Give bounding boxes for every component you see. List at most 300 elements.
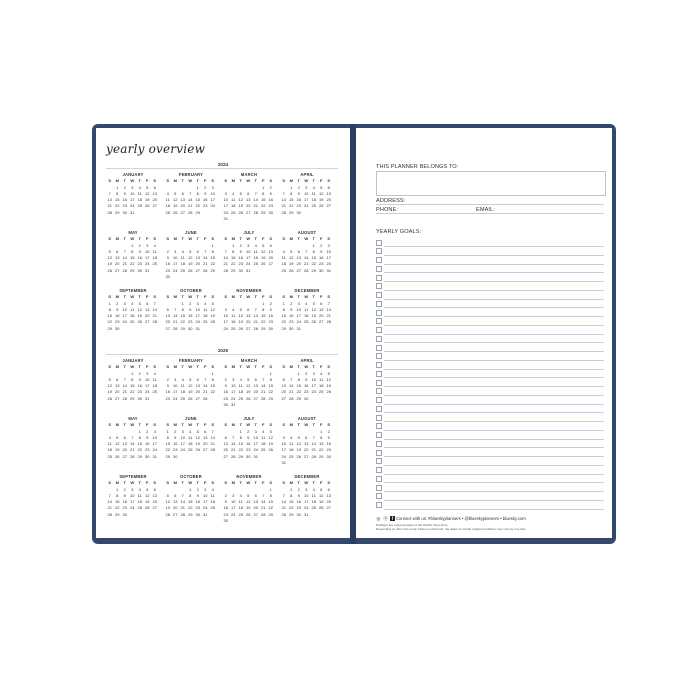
right-page-owner-info: [356, 128, 612, 538]
day-number: 5: [320, 486, 323, 492]
goal-checkbox[interactable]: [376, 318, 382, 324]
goal-row[interactable]: [376, 501, 604, 510]
day-number: [136, 210, 144, 216]
day-number: 13: [253, 499, 258, 505]
day-number: [172, 274, 180, 280]
goal-row[interactable]: [376, 343, 604, 352]
day-number: 16: [165, 261, 170, 267]
day-number: 20: [296, 261, 301, 267]
day-number: 22: [296, 389, 301, 395]
weekday-letter: T: [181, 422, 184, 428]
day-number: 15: [165, 441, 170, 447]
goal-row[interactable]: [376, 282, 604, 291]
day-number: 5: [327, 370, 330, 376]
day-number: 30: [223, 402, 228, 408]
day-number: 8: [131, 248, 134, 254]
day-number: 18: [152, 383, 157, 389]
day-number: 26: [107, 395, 112, 401]
weekday-letter: T: [239, 294, 242, 300]
day-number: 12: [195, 434, 200, 440]
goal-row[interactable]: [376, 448, 604, 457]
goal-row[interactable]: [376, 396, 604, 405]
day-number: 6: [153, 184, 156, 190]
weekday-letter: T: [312, 294, 315, 300]
day-number: 30: [137, 267, 142, 273]
weekday-letter: M: [289, 422, 293, 428]
day-number: 8: [262, 306, 265, 312]
day-number: 28: [130, 453, 135, 459]
year-divider: [106, 354, 338, 355]
day-number: 18: [180, 261, 185, 267]
day-number: 8: [269, 492, 272, 498]
day-number: 10: [253, 434, 258, 440]
goal-checkbox[interactable]: [376, 353, 382, 359]
day-number: [209, 326, 217, 332]
day-number: 3: [146, 370, 149, 376]
month-calendar: [280, 416, 334, 466]
day-number: 7: [153, 300, 156, 306]
day-number: 6: [153, 486, 156, 492]
day-number: 27: [152, 505, 157, 511]
day-number: 11: [210, 492, 215, 498]
day-number: [295, 460, 303, 466]
goal-row[interactable]: [376, 378, 604, 387]
weekday-letter: S: [282, 422, 286, 428]
weekday-letter: M: [115, 364, 119, 370]
day-number: 27: [281, 395, 286, 401]
weekday-letter: W: [246, 480, 251, 486]
weekday-letter: W: [130, 422, 135, 428]
goal-row[interactable]: [376, 474, 604, 483]
weekday-letter: W: [304, 480, 309, 486]
month-name: MAY: [128, 416, 138, 421]
goal-checkbox[interactable]: [376, 327, 382, 333]
goal-checkbox[interactable]: [376, 432, 382, 438]
goal-row[interactable]: [376, 361, 604, 370]
weekday-letter: S: [327, 178, 331, 184]
day-number: 16: [203, 197, 208, 203]
weekday-letter: T: [138, 480, 141, 486]
weekday-letter: T: [196, 178, 199, 184]
goal-checkbox[interactable]: [376, 441, 382, 447]
day-number: 15: [130, 383, 135, 389]
day-number: [260, 268, 268, 274]
goal-checkbox[interactable]: [376, 406, 382, 412]
goal-checkbox[interactable]: [376, 493, 382, 499]
goal-row[interactable]: [376, 256, 604, 265]
month-calendar: [106, 172, 160, 216]
day-number: 3: [232, 492, 235, 498]
goal-checkbox[interactable]: [376, 345, 382, 351]
weekday-letter: S: [269, 178, 273, 184]
day-number: [325, 210, 333, 216]
day-number: 22: [188, 505, 193, 511]
goal-checkbox[interactable]: [376, 336, 382, 342]
day-number: 12: [289, 255, 294, 261]
weekday-letter: T: [254, 422, 257, 428]
goal-row[interactable]: [376, 238, 604, 247]
yearly-goals-label: YEARLY GOALS:: [376, 229, 422, 235]
weekday-letter: M: [115, 236, 119, 242]
weekday-letter: S: [211, 236, 215, 242]
day-number: 17: [231, 389, 236, 395]
day-number: 4: [239, 492, 242, 498]
day-number: 20: [115, 389, 120, 395]
day-number: 19: [188, 389, 193, 395]
weekday-letter: S: [327, 480, 331, 486]
day-number: 28: [152, 319, 157, 325]
weekday-letter: T: [138, 178, 141, 184]
day-number: 7: [312, 434, 315, 440]
weekday-letter: T: [196, 294, 199, 300]
day-number: 27: [223, 453, 228, 459]
day-number: [260, 216, 268, 222]
day-number: 1: [320, 428, 323, 434]
day-number: 3: [327, 242, 330, 248]
week-row: [222, 518, 276, 524]
goal-checkbox[interactable]: [376, 283, 382, 289]
day-number: 1: [131, 370, 134, 376]
day-number: 17: [281, 447, 286, 453]
weekday-letter: T: [297, 422, 300, 428]
day-number: 3: [146, 242, 149, 248]
day-number: 22: [210, 389, 215, 395]
day-number: 2: [123, 486, 126, 492]
goal-checkbox[interactable]: [376, 362, 382, 368]
weekday-letter: F: [146, 364, 149, 370]
day-number: 28: [261, 511, 266, 517]
month-name: FEBRUARY: [178, 358, 204, 363]
day-number: 5: [211, 300, 214, 306]
day-number: 8: [196, 190, 199, 196]
goal-checkbox[interactable]: [376, 380, 382, 386]
day-number: 13: [152, 190, 157, 196]
day-number: 26: [188, 395, 193, 401]
weekday-letter: F: [262, 364, 265, 370]
goal-row[interactable]: [376, 291, 604, 300]
day-number: 16: [223, 389, 228, 395]
goal-row[interactable]: [376, 317, 604, 326]
goal-row[interactable]: [376, 264, 604, 273]
phone-email-line[interactable]: [376, 213, 604, 214]
day-number: 12: [311, 306, 316, 312]
day-number: 18: [188, 441, 193, 447]
day-number: [237, 518, 245, 524]
day-number: 10: [296, 306, 301, 312]
day-number: 9: [269, 190, 272, 196]
day-number: 15: [319, 441, 324, 447]
day-number: 23: [173, 447, 178, 453]
day-number: 3: [224, 190, 227, 196]
goal-row[interactable]: [376, 413, 604, 422]
day-number: 5: [146, 486, 149, 492]
day-number: 4: [138, 184, 141, 190]
day-number: 29: [289, 511, 294, 517]
goal-checkbox[interactable]: [376, 423, 382, 429]
week-row: [280, 268, 334, 274]
day-number: 7: [174, 306, 177, 312]
day-number: 1: [269, 486, 272, 492]
day-number: 14: [326, 306, 331, 312]
week-row: [222, 402, 276, 408]
day-number: 28: [122, 267, 127, 273]
day-number: 12: [268, 434, 273, 440]
goal-line[interactable]: [384, 509, 604, 510]
day-number: 1: [116, 184, 119, 190]
day-number: 10: [130, 492, 135, 498]
owner-name-field[interactable]: [376, 171, 606, 196]
day-number: 12: [188, 255, 193, 261]
day-number: 26: [137, 319, 142, 325]
day-number: 30: [223, 518, 228, 524]
day-number: 9: [305, 376, 308, 382]
day-number: 13: [152, 492, 157, 498]
day-number: 1: [181, 300, 184, 306]
day-number: 24: [145, 389, 150, 395]
goal-checkbox[interactable]: [376, 415, 382, 421]
goal-row[interactable]: [376, 404, 604, 413]
week-row: [164, 210, 218, 216]
goal-checkbox[interactable]: [376, 371, 382, 377]
weekday-letter: M: [231, 364, 235, 370]
day-number: 4: [138, 486, 141, 492]
goal-row[interactable]: [376, 299, 604, 308]
day-number: 18: [165, 203, 170, 209]
day-number: 14: [203, 255, 208, 261]
day-number: 13: [326, 190, 331, 196]
goal-checkbox[interactable]: [376, 450, 382, 456]
day-number: 27: [246, 325, 251, 331]
weekday-letter: W: [246, 364, 251, 370]
weekday-letter: S: [108, 480, 112, 486]
weekday-letter: F: [146, 178, 149, 184]
weekday-letter: W: [188, 422, 193, 428]
weekday-letter: F: [320, 178, 323, 184]
day-number: 15: [268, 383, 273, 389]
month-calendar: [222, 230, 276, 274]
weekday-letter: S: [166, 236, 170, 242]
day-number: 10: [152, 434, 157, 440]
day-number: 4: [232, 306, 235, 312]
day-number: 16: [296, 499, 301, 505]
day-number: [187, 274, 195, 280]
year-divider: [106, 168, 338, 169]
goal-checkbox[interactable]: [376, 388, 382, 394]
day-number: 30: [188, 325, 193, 331]
day-number: 21: [130, 447, 135, 453]
goal-row[interactable]: [376, 457, 604, 466]
day-number: 28: [326, 319, 331, 325]
day-number: 27: [180, 209, 185, 215]
day-number: 9: [239, 248, 242, 254]
day-number: 10: [231, 383, 236, 389]
goal-checkbox[interactable]: [376, 301, 382, 307]
goal-checkbox[interactable]: [376, 502, 382, 508]
weekday-letter: M: [173, 236, 177, 242]
day-number: 21: [281, 203, 286, 209]
day-number: 24: [173, 395, 178, 401]
goal-row[interactable]: [376, 334, 604, 343]
day-number: 30: [289, 325, 294, 331]
goal-row[interactable]: [376, 466, 604, 475]
day-number: 29: [107, 325, 112, 331]
goal-checkbox[interactable]: [376, 275, 382, 281]
month-calendar: [280, 358, 334, 402]
weekday-letter: F: [146, 422, 149, 428]
day-number: 16: [195, 499, 200, 505]
day-number: [194, 274, 202, 280]
day-number: 13: [180, 197, 185, 203]
day-number: 19: [145, 499, 150, 505]
day-number: 8: [116, 492, 119, 498]
day-number: 31: [145, 395, 150, 401]
weekday-letter: S: [269, 294, 273, 300]
week-row: [106, 512, 160, 518]
day-number: 7: [131, 434, 134, 440]
day-number: [318, 512, 326, 518]
weekday-letter: M: [289, 294, 293, 300]
day-number: 22: [289, 203, 294, 209]
day-number: 15: [137, 441, 142, 447]
month-name: OCTOBER: [180, 288, 202, 293]
goal-row[interactable]: [376, 439, 604, 448]
weekday-letter: T: [254, 480, 257, 486]
day-number: 17: [130, 499, 135, 505]
day-number: 6: [282, 376, 285, 382]
day-number: 25: [165, 209, 170, 215]
day-number: 2: [138, 370, 141, 376]
goal-row[interactable]: [376, 387, 604, 396]
day-number: 7: [224, 248, 227, 254]
day-number: 29: [281, 325, 286, 331]
day-number: 28: [304, 267, 309, 273]
day-number: 3: [153, 428, 156, 434]
weekday-letter: T: [239, 178, 242, 184]
day-number: 11: [203, 306, 208, 312]
address-line[interactable]: [376, 204, 604, 205]
day-number: 27: [173, 511, 178, 517]
day-number: [318, 326, 326, 332]
goal-checkbox[interactable]: [376, 397, 382, 403]
goal-row[interactable]: [376, 492, 604, 501]
day-number: 16: [223, 505, 228, 511]
month-calendar: [222, 288, 276, 332]
day-number: 19: [165, 505, 170, 511]
day-number: 29: [261, 325, 266, 331]
goal-checkbox[interactable]: [376, 240, 382, 246]
goal-row[interactable]: [376, 483, 604, 492]
day-number: 31: [145, 267, 150, 273]
goal-checkbox[interactable]: [376, 292, 382, 298]
goal-row[interactable]: [376, 369, 604, 378]
goal-row[interactable]: [376, 422, 604, 431]
day-number: 14: [261, 383, 266, 389]
weekday-letter: W: [130, 480, 135, 486]
goal-checkbox[interactable]: [376, 248, 382, 254]
goal-row[interactable]: [376, 326, 604, 335]
day-number: 10: [145, 248, 150, 254]
day-number: 26: [188, 267, 193, 273]
weekday-letter: W: [246, 178, 251, 184]
month-name: DECEMBER: [294, 474, 320, 479]
day-number: 27: [165, 325, 170, 331]
weekday-letter: F: [320, 236, 323, 242]
goal-row[interactable]: [376, 273, 604, 282]
day-number: 8: [116, 190, 119, 196]
day-number: 16: [304, 383, 309, 389]
month-calendar: [280, 230, 334, 274]
day-number: 14: [261, 499, 266, 505]
day-number: 5: [320, 184, 323, 190]
day-number: [230, 518, 238, 524]
day-number: [252, 268, 260, 274]
day-number: 19: [107, 389, 112, 395]
weekday-letter: T: [254, 364, 257, 370]
day-number: 28: [289, 395, 294, 401]
day-number: 13: [122, 441, 127, 447]
day-number: 3: [224, 306, 227, 312]
month-calendar: [164, 474, 218, 518]
weekday-letter: S: [108, 236, 112, 242]
day-number: 12: [145, 190, 150, 196]
day-number: 4: [312, 486, 315, 492]
weekday-letter: T: [196, 236, 199, 242]
day-number: 22: [231, 261, 236, 267]
goal-checkbox[interactable]: [376, 266, 382, 272]
week-row: [164, 274, 218, 280]
day-number: 14: [180, 499, 185, 505]
day-number: 23: [238, 261, 243, 267]
day-number: 11: [304, 306, 309, 312]
weekday-letter: S: [153, 480, 157, 486]
goal-checkbox[interactable]: [376, 310, 382, 316]
day-number: 18: [137, 197, 142, 203]
day-number: 30: [326, 453, 331, 459]
email-label: EMAIL:: [476, 207, 495, 213]
weekday-letter: M: [173, 364, 177, 370]
day-number: 29: [137, 453, 142, 459]
day-number: 14: [173, 313, 178, 319]
day-number: 9: [247, 434, 250, 440]
weekday-letter: W: [130, 178, 135, 184]
day-number: 2: [116, 300, 119, 306]
goal-row[interactable]: [376, 431, 604, 440]
day-number: 26: [115, 453, 120, 459]
goal-row[interactable]: [376, 308, 604, 317]
goal-checkbox[interactable]: [376, 467, 382, 473]
day-number: 17: [246, 255, 251, 261]
day-number: 20: [326, 197, 331, 203]
day-number: 6: [327, 486, 330, 492]
weekday-letter: S: [108, 364, 112, 370]
day-number: [252, 402, 260, 408]
day-number: 10: [173, 255, 178, 261]
goal-row[interactable]: [376, 247, 604, 256]
goal-checkbox[interactable]: [376, 485, 382, 491]
weekday-letter: S: [166, 364, 170, 370]
phone-label: PHONE:: [376, 207, 399, 213]
goal-checkbox[interactable]: [376, 257, 382, 263]
day-number: 26: [210, 319, 215, 325]
goal-row[interactable]: [376, 352, 604, 361]
day-number: 9: [320, 248, 323, 254]
day-number: 24: [195, 319, 200, 325]
day-number: 12: [319, 492, 324, 498]
day-number: 14: [304, 255, 309, 261]
goal-checkbox[interactable]: [376, 476, 382, 482]
day-number: 17: [195, 313, 200, 319]
goal-checkbox[interactable]: [376, 458, 382, 464]
